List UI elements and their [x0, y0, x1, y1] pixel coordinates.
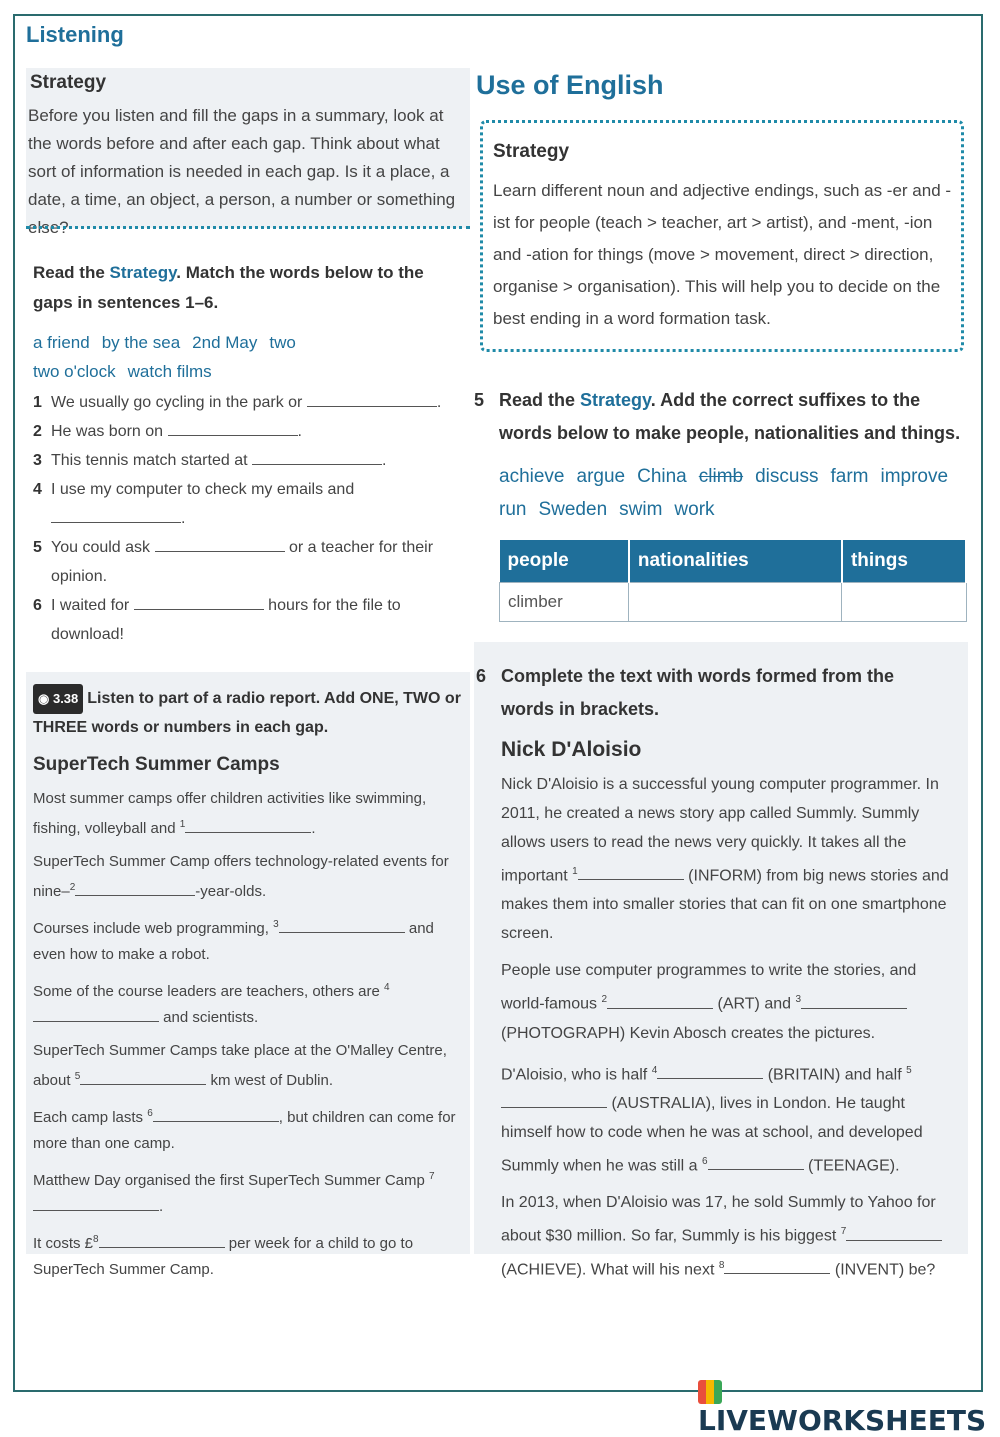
answer-gap[interactable]	[501, 1093, 607, 1108]
table-row	[500, 583, 967, 622]
strategy-heading: Strategy	[30, 72, 107, 93]
strategy-text: Learn different noun and adjective endings, such as -er and -ist for people (teach > teacher, art > artist), and -ment, -ion and -ation for things (move > movement, direct > direction, organise > organisation). This will help you to decide on the best ending in a word formation task.	[493, 181, 952, 328]
table-header: things	[842, 540, 966, 583]
exercise-6-panel	[474, 642, 968, 1278]
paragraph: D'Aloisio, who is half $^4$ (BRITAIN) and half $^5$ (AUSTRALIA), lives in London. He taught himself how to code when he was at school, and developed Summly when he was still a $^6$ (TEENAGE).	[501, 1064, 923, 1175]
paragraph: Courses include web programming, $^3$ and even how to make a robot.	[33, 919, 434, 963]
word-bank-item: achieve	[499, 466, 565, 487]
listening-title: Listening	[26, 22, 124, 47]
paragraph: Nick D'Aloisio is a successful young computer programmer. In 2011, he created a news story app called Summly. Summly allows users to read the news very quickly. It takes all the important $^1$ (INFORM) from big news stories and makes them into smaller stories that can fit on one smartphone screen.	[501, 776, 949, 943]
task2-instruction: ◉ 3.38 Listen to part of a radio report. Add ONE, TWO or THREE words or numbers in each gap.	[33, 684, 465, 742]
ex6-instruction: 6 Complete the text with words formed from the words in brackets.	[476, 666, 895, 719]
table-header: nationalities	[629, 540, 842, 583]
strategy-divider	[26, 226, 470, 229]
answer-gap[interactable]	[51, 508, 181, 523]
list-item: 5 You could ask or a teacher for their opinion.	[33, 539, 434, 585]
answer-gap[interactable]	[846, 1226, 942, 1241]
paragraph: People use computer programmes to write the stories, and world-famous $^2$ (ART) and $^3$ (PHOTOGRAPH) Kevin Abosch creates the pictures.	[501, 962, 917, 1042]
audio-track-badge[interactable]: ◉ 3.38	[33, 684, 83, 714]
list-item: 6 I waited for hours for the file to download!	[33, 597, 401, 643]
uoe-strategy-box	[480, 120, 964, 352]
answer-gap[interactable]	[607, 994, 713, 1009]
word-bank-item: 2nd May	[192, 333, 258, 352]
answer-gap[interactable]	[168, 421, 298, 436]
radio-report-title: SuperTech Summer Camps	[33, 754, 280, 775]
answer-gap[interactable]	[99, 1233, 225, 1248]
answer-gap[interactable]	[708, 1155, 804, 1170]
list-item: 4 I use my computer to check my emails and .	[33, 481, 355, 527]
table-cell[interactable]	[629, 583, 842, 622]
word-bank-item: a friend	[33, 333, 90, 352]
word-bank-item: watch films	[127, 362, 212, 381]
paragraph: Each camp lasts $^6$ , but children can come for more than one camp.	[33, 1108, 456, 1152]
ex5-word-bank	[499, 460, 968, 526]
suffix-table	[499, 540, 967, 622]
paragraph: Most summer camps offer children activities like swimming, fishing, volleyball and $^1$ .	[33, 790, 427, 837]
word-bank-item: swim	[619, 499, 663, 520]
word-bank-item: improve	[880, 466, 949, 487]
radio-report-panel	[26, 672, 470, 1278]
liveworksheets-logo: LIVEWORKSHEETS	[698, 1380, 1000, 1410]
paragraph: In 2013, when D'Aloisio was 17, he sold Summly to Yahoo for about $30 million. So far, Summly is his biggest $^7$ (ACHIEVE). What will his next $^8$ (INVENT) be?	[501, 1188, 956, 1284]
answer-gap[interactable]	[279, 918, 405, 933]
answer-gap[interactable]	[75, 881, 195, 896]
radio-report-content	[33, 684, 465, 1290]
answer-gap[interactable]	[724, 1259, 830, 1274]
answer-gap[interactable]	[578, 865, 684, 880]
answer-gap[interactable]	[185, 818, 311, 833]
exercise-6	[476, 660, 952, 1292]
word-bank-item: by the sea	[101, 333, 181, 352]
article-body	[501, 770, 956, 1284]
answer-gap[interactable]	[252, 450, 382, 465]
headphones-icon: ◉	[38, 691, 50, 706]
word-bank-item: discuss	[755, 466, 819, 487]
paragraph: SuperTech Summer Camps take place at the O'Malley Centre, about $^5$ km west of Dublin.	[33, 1042, 447, 1089]
word-bank-item: argue	[576, 466, 626, 487]
table-cell[interactable]	[842, 583, 966, 622]
answer-gap[interactable]	[153, 1107, 279, 1122]
word-bank-item: work	[674, 499, 715, 520]
word-bank-item: run	[499, 499, 527, 520]
logo-icon	[698, 1380, 722, 1404]
strategy-text: Before you listen and fill the gaps in a summary, look at the words before and after each gap. Think about what sort of information is needed in each gap. Is it a place, a date, a time, an object, a person, a number or something else?	[28, 106, 456, 237]
answer-gap[interactable]	[307, 392, 437, 407]
use-of-english-title: Use of English	[476, 70, 664, 100]
strategy-heading: Strategy	[493, 141, 570, 162]
task1-items	[33, 388, 463, 649]
paragraph: Some of the course leaders are teachers, others are $^4$ and scientists.	[33, 982, 390, 1026]
exercise-5	[474, 384, 968, 622]
answer-gap[interactable]	[801, 994, 907, 1009]
article-title: Nick D'Aloisio	[501, 738, 642, 761]
ex5-instruction: 5 Read the Strategy. Add the correct suffixes to the words below to make people, nationalities and things.	[474, 390, 961, 443]
paragraph: SuperTech Summer Camp offers technology-related events for nine–$^2$ -year-olds.	[33, 853, 449, 900]
word-bank-item: China	[637, 466, 687, 487]
word-bank-item: Sweden	[538, 499, 608, 520]
word-bank-item: farm	[830, 466, 869, 487]
table-cell: climber	[500, 583, 629, 622]
answer-gap[interactable]	[134, 595, 264, 610]
word-bank-item: two o'clock	[33, 362, 116, 381]
list-item: 2 He was born on .	[33, 423, 302, 440]
task1-instruction: Read the Strategy. Match the words below to the gaps in sentences 1–6.	[33, 263, 424, 312]
list-item: 3 This tennis match started at .	[33, 452, 387, 469]
answer-gap[interactable]	[33, 1007, 159, 1022]
paragraph: Matthew Day organised the first SuperTech Summer Camp $^7$.	[33, 1171, 435, 1215]
list-item: 1 We usually go cycling in the park or .	[33, 394, 442, 411]
table-header: people	[500, 540, 629, 583]
listening-strategy-box	[26, 68, 470, 237]
word-bank-item-struck: climb	[698, 466, 744, 487]
answer-gap[interactable]	[80, 1070, 206, 1085]
task1	[33, 258, 463, 649]
paragraph: It costs £$^8$ per week for a child to go to SuperTech Summer Camp.	[33, 1234, 414, 1278]
answer-gap[interactable]	[155, 537, 285, 552]
task1-word-bank	[33, 328, 463, 386]
answer-gap[interactable]	[33, 1196, 159, 1211]
answer-gap[interactable]	[657, 1064, 763, 1079]
word-bank-item: two	[269, 333, 296, 352]
